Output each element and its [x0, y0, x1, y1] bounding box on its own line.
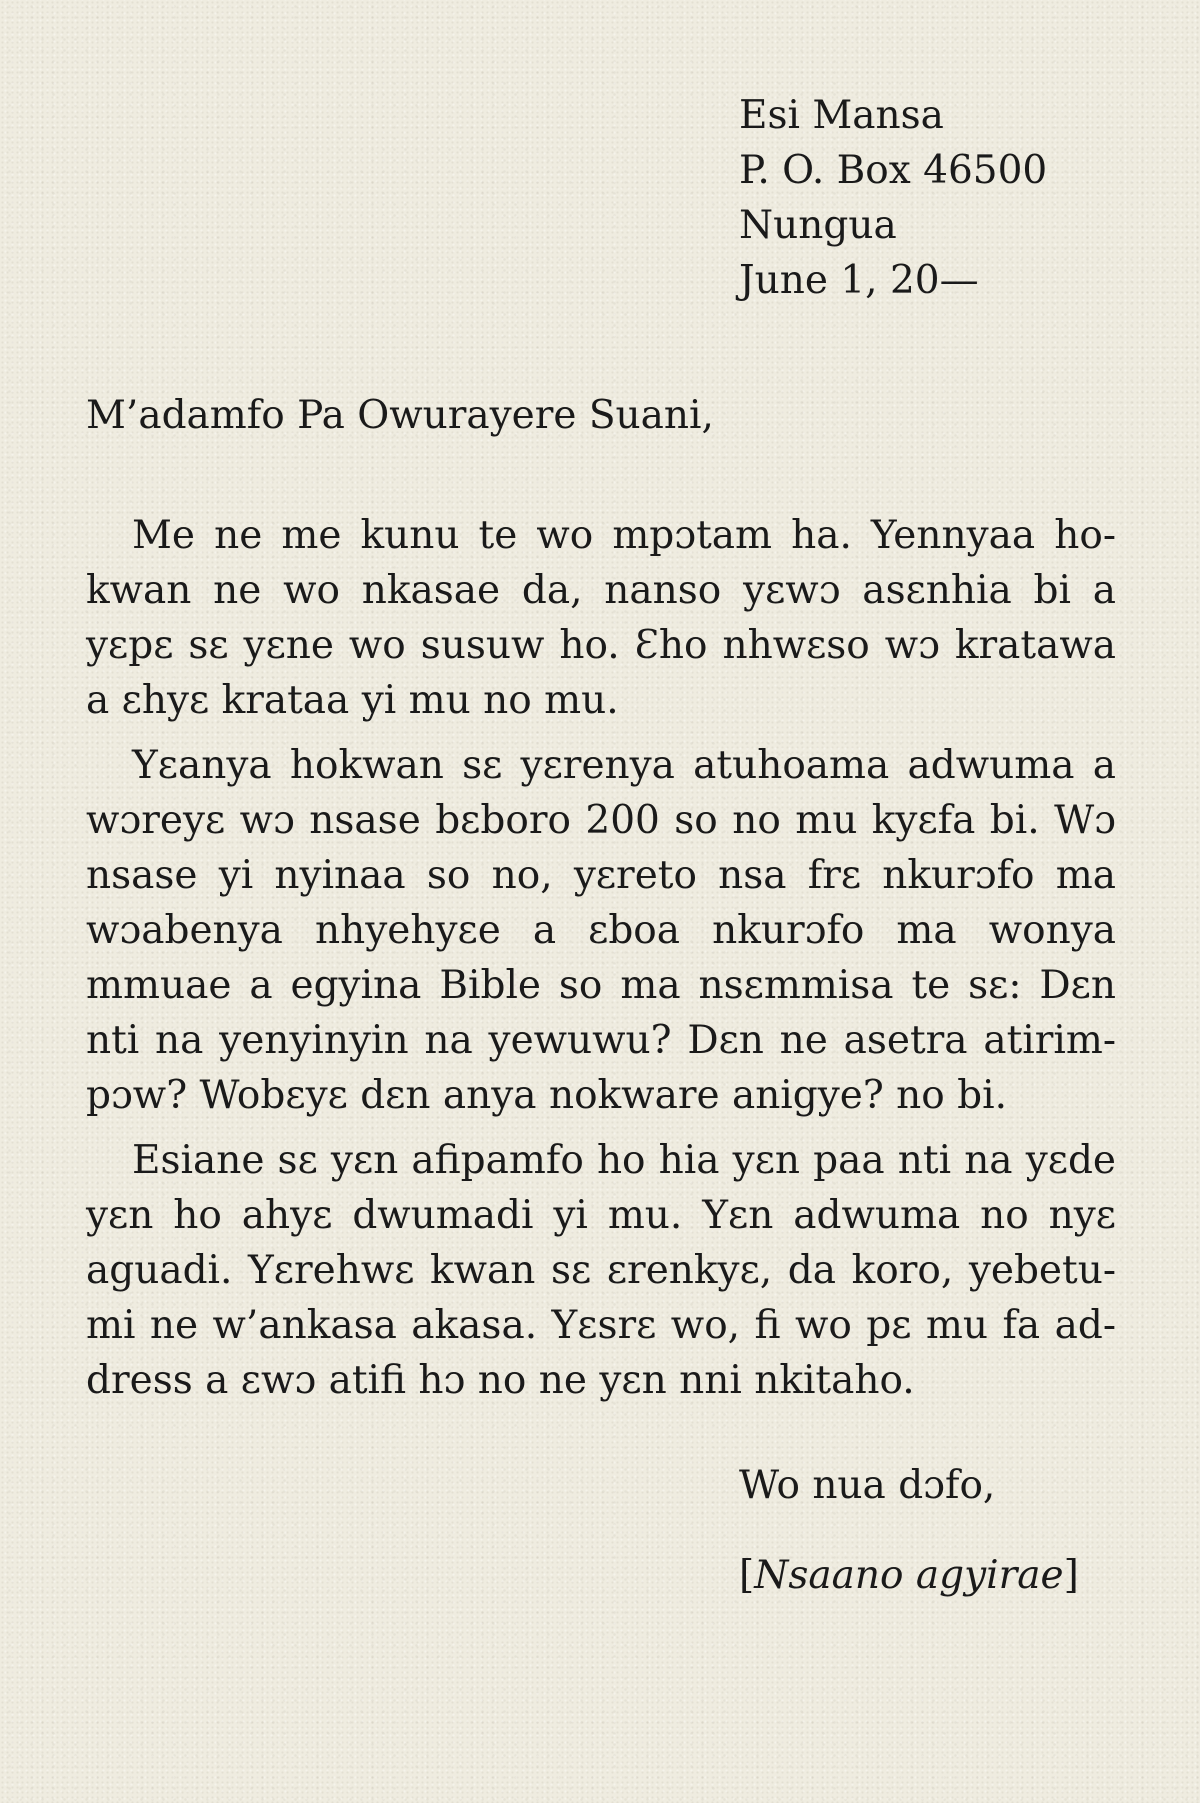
- sender-name: Esi Mansa: [739, 93, 944, 138]
- salutation: M’adamfo Pa Owurayere Suani,: [86, 393, 714, 438]
- body-paragraph-2: Yɛanya hokwan sɛ yɛrenya atuhoama adwuma a wɔreyɛ wɔ nsase bɛboro 200 so no mu kyɛfa bi. Wɔ nsase yi nyinaa so no, yɛreto nsa frɛ nkurɔfo ma wɔabenya nhyehyɛe a ɛboa nkurɔfo ma wonya mmuae a egyina Bible so ma nsɛmmisa te sɛ: Dɛn nti na yenyinyin na yewuwu? Dɛn ne asetra atirimpɔw? Wobɛyɛ dɛn anya nokware anigye? no bi.: [86, 743, 1116, 1118]
- sender-town: Nungua: [739, 203, 897, 248]
- letter-body: [86, 508, 1116, 1418]
- signature-open-bracket: [: [739, 1553, 755, 1598]
- signature-text: Nsaano agyirae: [754, 1553, 1064, 1598]
- signature-placeholder: [739, 1548, 1079, 1603]
- signature-close-bracket: ]: [1063, 1553, 1079, 1598]
- sender-po-box: P. O. Box 46500: [739, 148, 1048, 193]
- body-paragraph-3: Esiane sɛ yɛn afipamfo ho hia yɛn paa nti na yɛde yɛn ho ahyɛ dwumadi yi mu. Yɛn adwuma no nyɛ aguadi. Yɛrehwɛ kwan sɛ ɛrenkyɛ, da koro, yebetumi ne w’ankasa akasa. Yɛsrɛ wo, fi wo pɛ mu fa address a ɛwɔ atifi hɔ no ne yɛn nni nkitaho.: [86, 1138, 1116, 1403]
- sender-address-block: [739, 88, 1047, 308]
- letter: [86, 88, 1116, 1788]
- closing: Wo nua dɔfo,: [739, 1463, 996, 1508]
- letter-date: June 1, 20—: [739, 258, 979, 303]
- body-paragraph-1: Me ne me kunu te wo mpɔtam ha. Yennyaa hokwan ne wo nkasae da, nanso yɛwɔ asɛnhia bi a yɛpɛ sɛ yɛne wo susuw ho. Ɛho nhwɛso wɔ kratawa a ɛhyɛ krataa yi mu no mu.: [86, 513, 1116, 723]
